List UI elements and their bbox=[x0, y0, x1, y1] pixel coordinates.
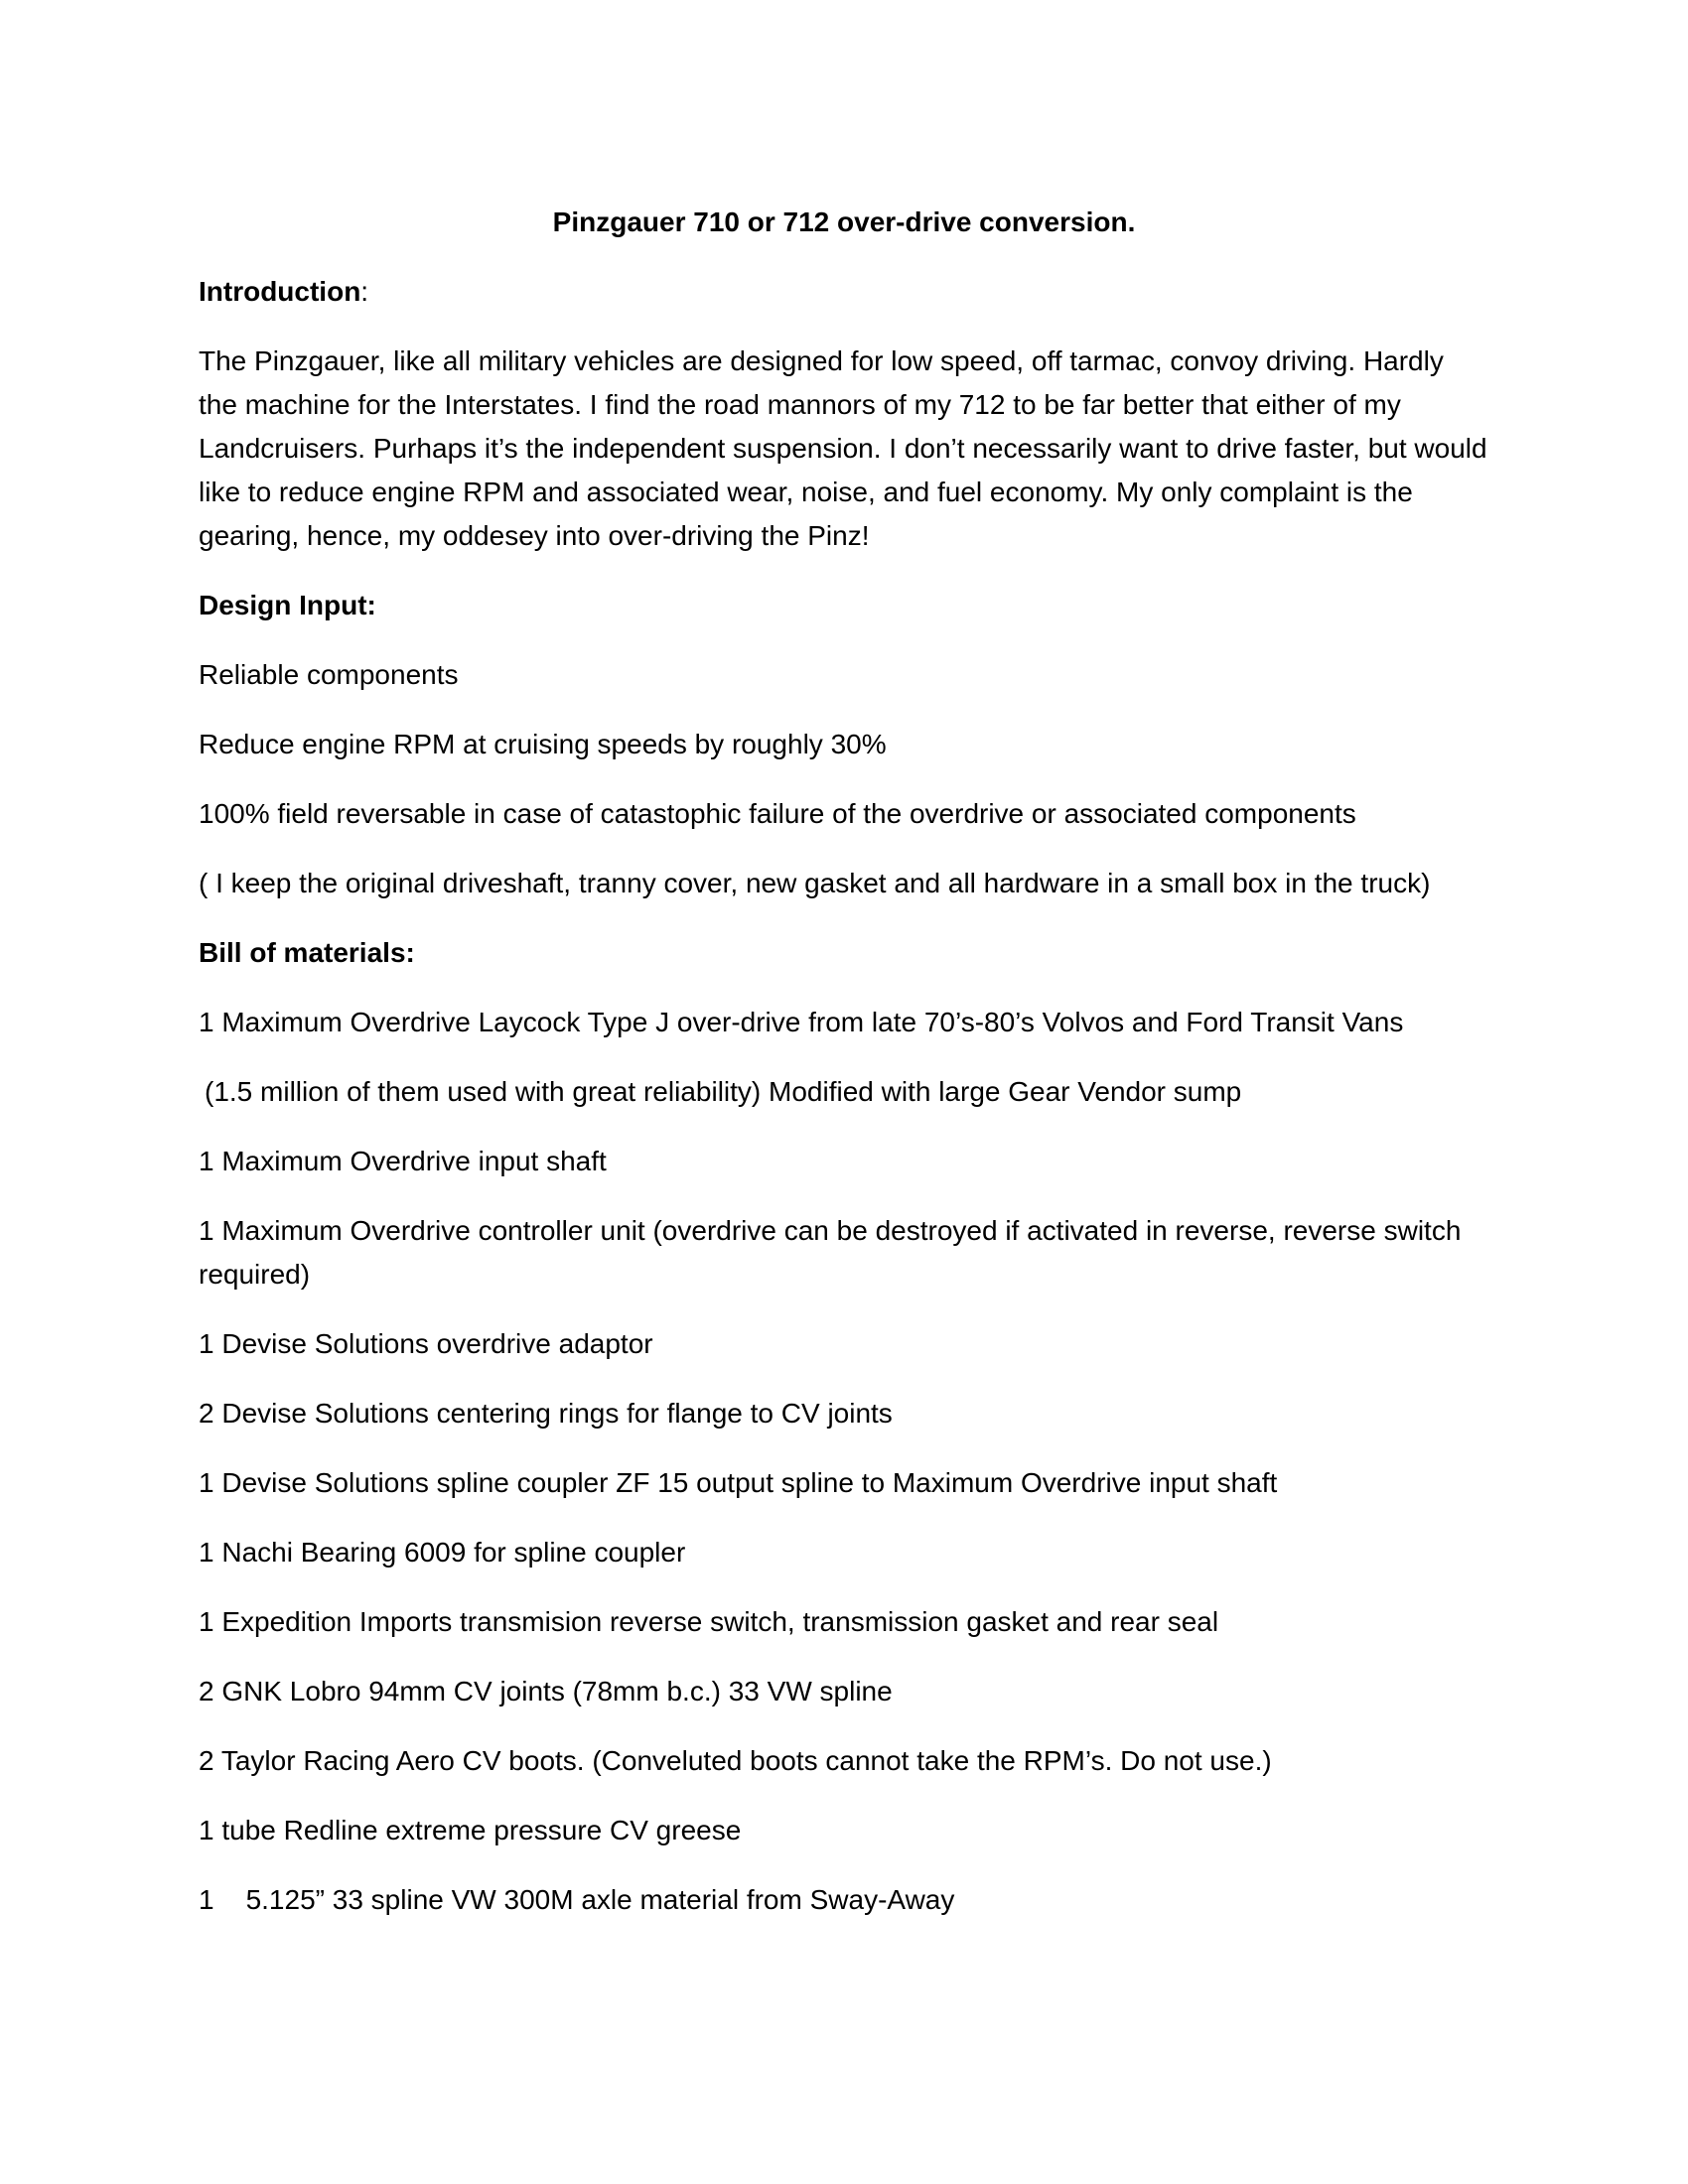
introduction-heading-text: Introduction bbox=[199, 276, 361, 307]
bom-item-description: 5.125” 33 spline VW 300M axle material from Sway-Away bbox=[245, 1884, 955, 1915]
bom-item: 1 Expedition Imports transmision reverse switch, transmission gasket and rear seal bbox=[199, 1606, 1219, 1637]
bom-item: 2 Devise Solutions centering rings for flange to CV joints bbox=[199, 1398, 893, 1429]
design-input-item: Reduce engine RPM at cruising speeds by roughly 30% bbox=[199, 729, 887, 759]
design-input-item: 100% field reversable in case of catastophic failure of the overdrive or associated components bbox=[199, 798, 1356, 829]
bom-item-note: (1.5 million of them used with great reliability) Modified with large Gear Vendor sump bbox=[205, 1076, 1242, 1107]
document-body bbox=[199, 201, 1489, 1948]
introduction-paragraph: The Pinzgauer, like all military vehicles are designed for low speed, off tarmac, convoy driving. Hardly the machine for the Interstates. I find the road mannors of my 712 to be far better that either of my Landcruisers. Purhaps it’s the independent suspension. I don’t necessarily want to drive faster, but would like to reduce engine RPM and associated wear, noise, and fuel economy. My only complaint is the gearing, hence, my oddesey into over-driving the Pinz! bbox=[199, 345, 1487, 551]
bom-item: 1 Devise Solutions spline coupler ZF 15 output spline to Maximum Overdrive input shaft bbox=[199, 1467, 1278, 1498]
design-input-heading: Design Input: bbox=[199, 590, 376, 620]
bill-of-materials-heading: Bill of materials: bbox=[199, 937, 415, 968]
bom-item-last bbox=[199, 1878, 1489, 1922]
bom-item: 1 Nachi Bearing 6009 for spline coupler bbox=[199, 1537, 686, 1568]
introduction-heading bbox=[199, 270, 1489, 314]
bom-item: 1 Maximum Overdrive input shaft bbox=[199, 1146, 607, 1176]
bom-item: 1 tube Redline extreme pressure CV greese bbox=[199, 1815, 742, 1845]
bom-item: 1 Maximum Overdrive controller unit (overdrive can be destroyed if activated in reverse, reverse switch required) bbox=[199, 1215, 1462, 1290]
design-input-item: Reliable components bbox=[199, 659, 459, 690]
introduction-heading-colon: : bbox=[360, 276, 369, 307]
bom-item: 1 Maximum Overdrive Laycock Type J over-drive from late 70’s-80’s Volvos and Ford Transit Vans bbox=[199, 1007, 1404, 1037]
bom-item: 1 Devise Solutions overdrive adaptor bbox=[199, 1328, 653, 1359]
design-input-note: ( I keep the original driveshaft, tranny cover, new gasket and all hardware in a small box in the truck) bbox=[199, 868, 1431, 898]
bom-item: 2 Taylor Racing Aero CV boots. (Conveluted boots cannot take the RPM’s. Do not use.) bbox=[199, 1745, 1272, 1776]
bom-item-quantity: 1 bbox=[199, 1884, 214, 1915]
bom-item: 2 GNK Lobro 94mm CV joints (78mm b.c.) 33 VW spline bbox=[199, 1676, 893, 1706]
document-title: Pinzgauer 710 or 712 over-drive conversion. bbox=[552, 206, 1136, 237]
